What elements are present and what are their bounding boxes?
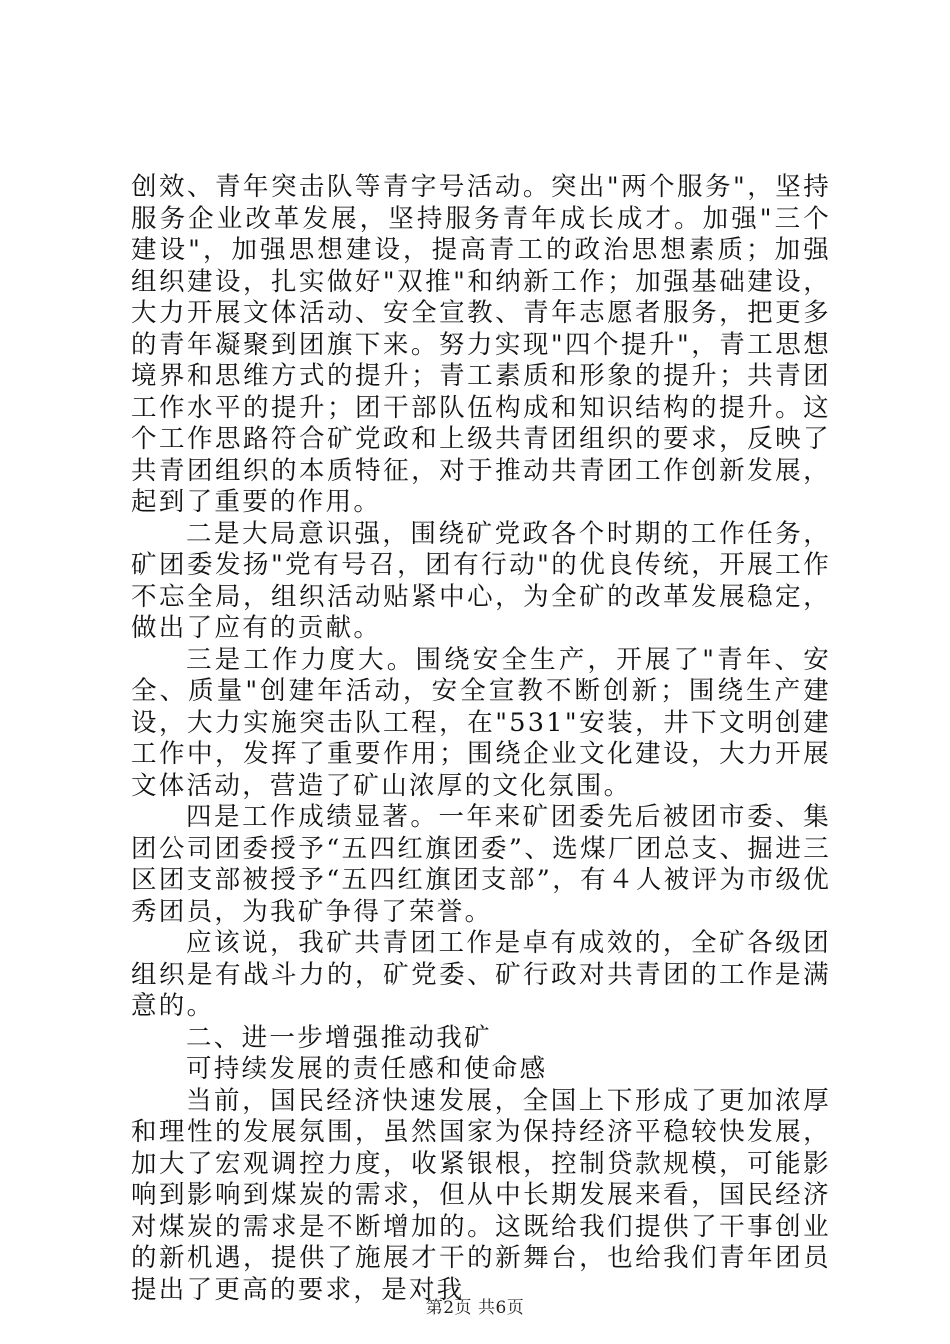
page-number-footer: 第2页 共6页 [425, 1298, 525, 1318]
section-heading-line-1: 二、进一步增强推动我矿 [186, 1022, 492, 1053]
paragraph-overall-awareness: 二是大局意识强，围绕矿党政各个时期的工作任务，矿团委发扬"党有号召，团有行动"的优良传统，开展工作不忘全局，组织活动贴紧中心，为全矿的改革发展稳定，做出了应有的贡献。 [131, 518, 831, 643]
paragraph-work-approach: 创效、青年突击队等青字号活动。突出"两个服务"，坚持服务企业改革发展，坚持服务青年成长成才。加强"三个建设"，加强思想建设，提高青工的政治思想素质；加强组织建设，扎实做好"双推"和纳新工作；加强基础建设，大力开展文体活动、安全宣教、青年志愿者服务，把更多的青年凝聚到团旗下来。努力实现"四个提升"，青工思想境界和思维方式的提升；青工素质和形象的提升；共青团工作水平的提升；团干部队伍构成和知识结构的提升。这个工作思路符合矿党政和上级共青团组织的要求，反映了共青团组织的本质特征，对于推动共青团工作创新发展，起到了重要的作用。 [131, 172, 831, 517]
paragraph-work-intensity: 三是工作力度大。围绕安全生产，开展了"青年、安全、质量"创建年活动，安全宣教不断创新；围绕生产建设，大力实施突击队工程，在"531"安装，井下文明创建工作中，发挥了重要作用；围绕企业文化建设，大力开展文体活动，营造了矿山浓厚的文化氛围。 [131, 644, 831, 801]
paragraph-achievements: 四是工作成绩显著。一年来矿团委先后被团市委、集团公司团委授予“五四红旗团委”、选煤厂团总支、掘进三区团支部被授予“五四红旗团支部”，有４人被评为市级优秀团员，为我矿争得了荣誉。 [131, 802, 831, 927]
paragraph-current-situation: 当前，国民经济快速发展，全国上下形成了更加浓厚和理性的发展氛围，虽然国家为保持经济平稳较快发展，加大了宏观调控力度，收紧银根，控制贷款规模，可能影响到影响到煤炭的需求，但从中长期发展来看，国民经济对煤炭的需求是不断增加的。这既给我们提供了干事创业的新机遇，提供了施展才干的新舞台，也给我们青年团员提出了更高的要求，是对我 [131, 1085, 831, 1305]
paragraph-evaluation: 应该说，我矿共青团工作是卓有成效的，全矿各级团组织是有战斗力的，矿党委、矿行政对共青团的工作是满意的。 [131, 928, 831, 1021]
document-body [131, 172, 831, 1306]
section-heading-line-2: 可持续发展的责任感和使命感 [186, 1054, 548, 1084]
